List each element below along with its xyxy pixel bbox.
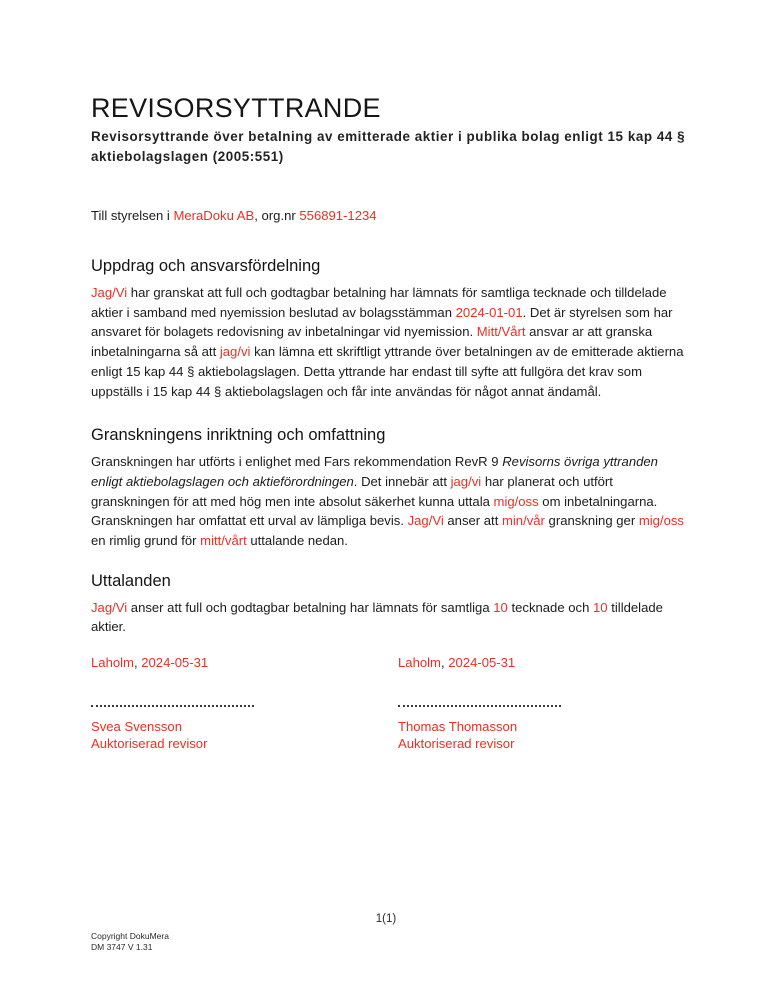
place-date-line [398,654,705,671]
text-segment: Revisorns övriga yttranden enligt aktiebolagslagen och aktieförordningen [91,454,658,489]
page-number: 1(1) [375,913,397,925]
field-value: 2024-05-31 [141,655,209,671]
text-segment: . Det är styrelsen som har ansvaret för bolagets redovisning av inbetalningar vid nyemission. [91,304,673,340]
signature-dotted-line [398,705,561,707]
paragraph-uppdrag [91,283,689,401]
field-value: jag/vi [219,344,251,360]
signature-dotted-line [91,705,254,707]
paragraph-uttalanden [91,598,689,637]
signer-role: Auktoriserad revisor [398,736,515,752]
text-segment: , [440,655,449,671]
field-value: Jag/Vi [91,285,128,300]
text-segment: en rimlig grund för [91,533,201,549]
paragraph-granskning [91,452,689,551]
field-value: 10 [593,599,608,615]
signer-name: Svea Svensson [91,719,182,735]
text-segment: uttalande nedan. [246,533,348,549]
field-value: 2024-05-31 [448,655,516,671]
field-value: mitt/vårt [200,533,247,549]
field-value: mig/oss [493,493,539,509]
field-value: Jag/Vi [407,513,444,529]
text-segment: tilldelade aktier. [91,599,663,635]
footer-info [91,931,169,952]
text-segment: kan lämna ett skriftligt yttrande över betalningen av de emitterade aktierna enligt 15 kap 44 § aktiebolagslagen. Detta yttrande har endast till syfte att fullgöra det krav som uppställs i 15 kap 44 § aktiebolagslagen och får inte användas för något annat ändamål. [91,344,684,399]
field-value: Laholm [398,655,441,671]
signature-block-left [91,654,398,752]
section-heading-granskning: Granskningens inriktning och omfattning [91,426,386,445]
text-segment: tecknade och [507,599,594,615]
signer-role: Auktoriserad revisor [91,736,208,752]
signer-name: Thomas Thomasson [398,719,518,735]
text-segment: anser att [443,513,502,529]
version-line: DM 3747 V 1.31 [91,941,153,952]
text-segment: Till styrelsen i [91,208,174,223]
text-segment: . Det innebär att [353,473,451,489]
text-segment: , org.nr [254,208,300,223]
document-content [91,93,689,752]
text-segment: om inbetalningarna. Granskningen har omfattat ett urval av lämpliga bevis. [91,493,658,529]
text-segment: , [133,655,142,671]
place-date-line [91,654,398,671]
signature-area [91,654,689,752]
text-segment: har planerat och utfört granskningen för att med hög men inte absolut säkerhet kunna uttala [91,473,613,509]
field-value: 2024-01-01 [455,304,523,320]
text-segment: har granskat att full och godtagbar betalning har lämnats för samtliga tecknade och tilldelade aktier i samband med nyemission beslutad av bolagsstämman [91,285,667,320]
copyright-line: Copyright DokuMera [91,931,169,941]
signature-block-right [398,654,705,752]
text-segment: granskning ger [544,513,639,529]
field-value: min/vår [501,513,545,529]
recipient-line [91,207,689,224]
field-value: jag/vi [450,473,482,489]
field-value: Laholm [91,655,134,671]
text-segment: anser att full och godtagbar betalning har lämnats för samtliga [127,599,494,615]
section-heading-uppdrag: Uppdrag och ansvarsfördelning [91,257,321,275]
field-value: mig/oss [638,513,684,529]
document-subtitle: Revisorsyttrande över betalning av emitterade aktier i publika bolag enligt 15 kap 44 § aktiebolagslagen (2005:551) [91,129,686,164]
text-segment: ansvar ar att granska inbetalningarna så att [91,324,653,360]
text-segment: Granskningen har utförts i enlighet med Fars rekommendation RevR 9 [91,454,503,470]
field-value: 10 [493,599,508,615]
field-value: 556891-1234 [299,208,377,223]
section-heading-uttalanden: Uttalanden [91,571,171,590]
document-title: REVISORSYTTRANDE [91,93,381,123]
field-value: Mitt/Vårt [476,324,526,340]
field-value: MeraDoku AB [173,208,255,223]
field-value: Jag/Vi [91,599,128,615]
